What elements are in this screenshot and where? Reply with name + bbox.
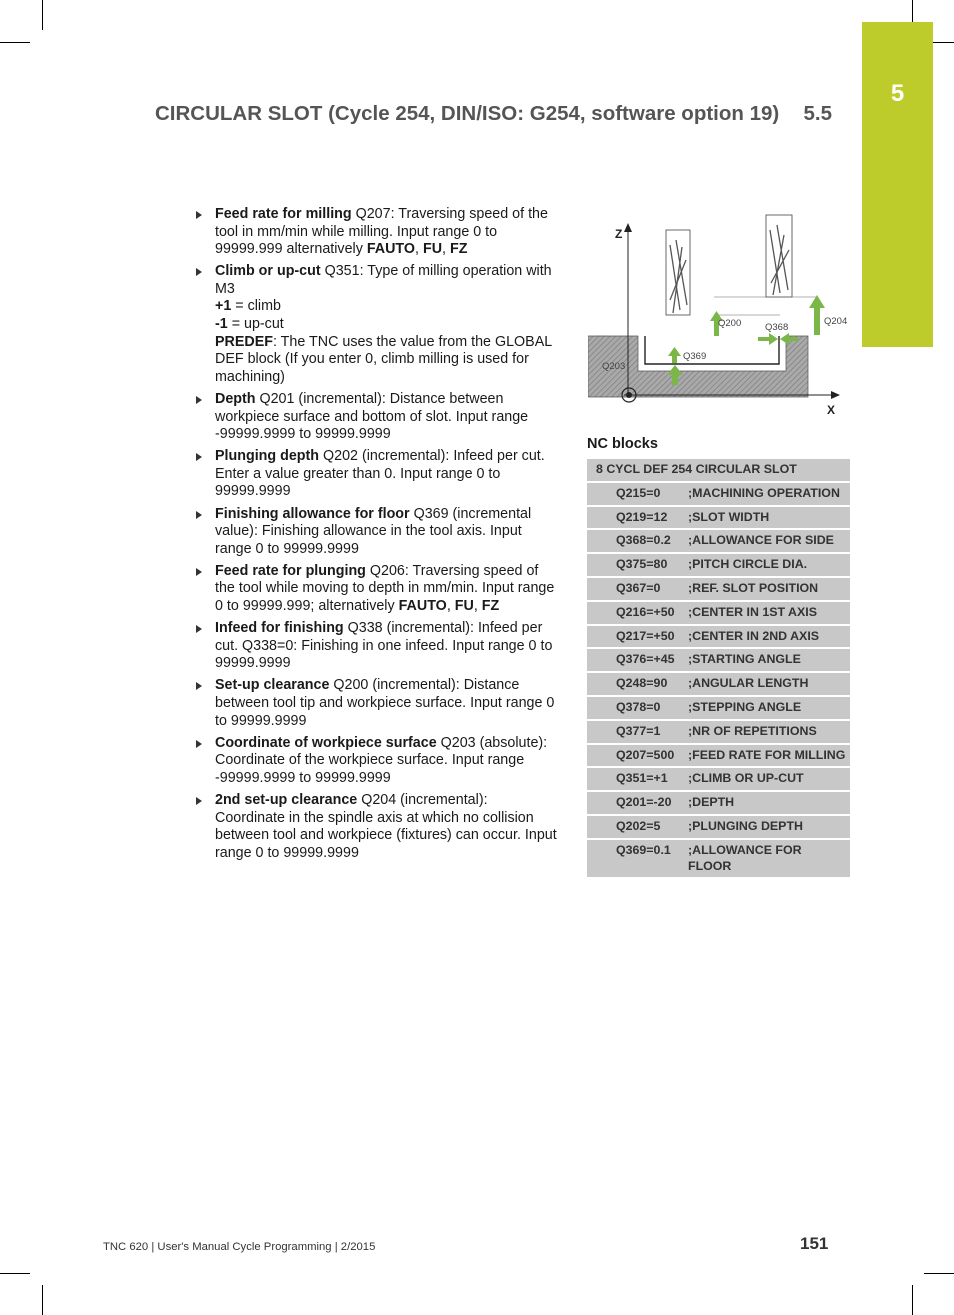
- nc-table-body: [587, 459, 850, 878]
- origin-dot: [626, 392, 632, 398]
- nc-code: Q207=500: [587, 744, 682, 768]
- list-item: [193, 263, 559, 386]
- separator: ,: [442, 241, 450, 258]
- list-item: [193, 448, 559, 501]
- separator: ,: [446, 597, 455, 614]
- q203-arrow-head: [667, 365, 683, 375]
- nc-comment: ;STEPPING ANGLE: [682, 696, 850, 720]
- option-line: [215, 334, 559, 387]
- chapter-number: 5: [890, 80, 905, 107]
- nc-comment: ;MACHINING OPERATION: [682, 482, 850, 506]
- bullet-arrow-icon: [196, 396, 202, 404]
- footer-text: TNC 620 | User's Manual Cycle Programming | 2/2015: [103, 1241, 376, 1253]
- nc-code: Q216=+50: [587, 601, 682, 625]
- slot-diagram: [588, 205, 853, 420]
- parameter-list: [193, 206, 559, 867]
- table-row: [587, 672, 850, 696]
- crop-mark: [912, 1285, 913, 1315]
- param-name: Finishing allowance for floor: [215, 505, 410, 522]
- table-row: [587, 506, 850, 530]
- list-item: [193, 792, 559, 862]
- table-row: [587, 529, 850, 553]
- bullet-arrow-icon: [196, 511, 202, 519]
- table-row: [587, 459, 850, 482]
- header-title: CIRCULAR SLOT (Cycle 254, DIN/ISO: G254, software option 19): [155, 102, 780, 125]
- table-row: [587, 696, 850, 720]
- nc-code: Q369=0.1: [587, 839, 682, 879]
- nc-comment: ;REF. SLOT POSITION: [682, 577, 850, 601]
- separator: ,: [415, 241, 423, 258]
- q200-label: Q200: [718, 318, 742, 329]
- nc-comment: ;PLUNGING DEPTH: [682, 815, 850, 839]
- param-name: Infeed for finishing: [215, 620, 344, 637]
- nc-code: Q377=1: [587, 720, 682, 744]
- table-row: [587, 553, 850, 577]
- nc-comment: ;DEPTH: [682, 791, 850, 815]
- nc-code: Q375=80: [587, 553, 682, 577]
- page-header: [155, 102, 832, 126]
- nc-code: Q215=0: [587, 482, 682, 506]
- q204-label: Q204: [824, 316, 848, 327]
- table-row: [587, 720, 850, 744]
- param-name: Feed rate for plunging: [215, 562, 366, 579]
- nc-comment: ;CENTER IN 1ST AXIS: [682, 601, 850, 625]
- table-row: [587, 744, 850, 768]
- q368-arrow-head: [780, 333, 789, 345]
- q368-arrow-head: [769, 333, 778, 345]
- nc-code: Q351=+1: [587, 767, 682, 791]
- q204-arrow-icon: [814, 307, 820, 335]
- nc-first-line: 8 CYCL DEF 254 CIRCULAR SLOT: [587, 459, 850, 482]
- param-desc: Q338 (incremental): Infeed per cut. Q338=0: Finishing in one infeed. Input range 0 to 99999.9999: [215, 620, 553, 672]
- nc-comment: ;ALLOWANCE FOR SIDE: [682, 529, 850, 553]
- crop-mark: [0, 1273, 30, 1274]
- nc-code: Q368=0.2: [587, 529, 682, 553]
- nc-comment: ;ALLOWANCE FOR FLOOR: [682, 839, 850, 879]
- header-section: 5.5: [803, 102, 832, 125]
- bullet-arrow-icon: [196, 797, 202, 805]
- list-item: [193, 620, 559, 673]
- z-axis-label: Z: [615, 227, 623, 241]
- param-option: FU: [422, 241, 443, 258]
- bullet-arrow-icon: [196, 453, 202, 461]
- nc-comment: ;CENTER IN 2ND AXIS: [682, 625, 850, 649]
- nc-blocks-table: [587, 459, 850, 879]
- param-name: Set-up clearance: [215, 677, 330, 694]
- nc-comment: ;CLIMB OR UP-CUT: [682, 767, 850, 791]
- list-item: [193, 206, 559, 259]
- param-option: FZ: [450, 241, 468, 258]
- param-desc: Q203 (absolute): Coordinate of the workpiece surface. Input range -99999.9999 to 99999.9999: [215, 734, 548, 786]
- nc-comment: ;SLOT WIDTH: [682, 506, 850, 530]
- x-axis-label: X: [827, 403, 836, 417]
- list-item: [193, 391, 559, 444]
- param-name: Climb or up-cut: [215, 263, 321, 280]
- param-desc: Q201 (incremental): Distance between workpiece surface and bottom of slot. Input range -99999.9999 to 99999.9999: [215, 390, 529, 443]
- bullet-arrow-icon: [196, 625, 202, 633]
- table-row: [587, 839, 850, 879]
- bullet-arrow-icon: [196, 740, 202, 748]
- nc-code: Q376=+45: [587, 648, 682, 672]
- table-row: [587, 767, 850, 791]
- crop-mark: [42, 1285, 43, 1315]
- option-value: PREDEF: [215, 333, 273, 350]
- nc-code: Q367=0: [587, 577, 682, 601]
- param-desc: Q204 (incremental): Coordinate in the spindle axis at which no collision between tool and workpiece (fixtures) can occur. Input range 0 to 99999.9999: [215, 791, 557, 861]
- param-name: Depth: [215, 390, 256, 407]
- param-option: FZ: [481, 597, 500, 614]
- list-item: [193, 506, 559, 559]
- param-name: Feed rate for milling: [215, 206, 352, 222]
- bullet-arrow-icon: [196, 211, 202, 219]
- nc-code: Q217=+50: [587, 625, 682, 649]
- bullet-arrow-icon: [196, 268, 202, 276]
- nc-code: Q378=0: [587, 696, 682, 720]
- x-arrow-icon: [831, 391, 840, 399]
- chapter-tab: [862, 22, 933, 347]
- nc-code: Q248=90: [587, 672, 682, 696]
- nc-comment: ;STARTING ANGLE: [682, 648, 850, 672]
- option-value: +1: [215, 298, 232, 315]
- nc-blocks-title: NC blocks: [587, 436, 658, 452]
- option-line: [215, 316, 559, 334]
- option-desc: = climb: [231, 298, 281, 315]
- param-desc: Q200 (incremental): Distance between tool tip and workpiece surface. Input range 0 to 99999.9999: [215, 677, 555, 729]
- nc-code: Q202=5: [587, 815, 682, 839]
- param-desc: Q202 (incremental): Infeed per cut. Enter a value greater than 0. Input range 0 to 99999.9999: [215, 448, 545, 500]
- param-option: FU: [454, 597, 474, 614]
- list-item: [193, 677, 559, 730]
- table-row: [587, 648, 850, 672]
- table-row: [587, 791, 850, 815]
- q368-label: Q368: [765, 322, 789, 333]
- param-name: Plunging depth: [215, 448, 320, 465]
- crop-mark: [42, 0, 43, 30]
- table-row: [587, 482, 850, 506]
- option-desc: = up-cut: [227, 316, 284, 333]
- table-row: [587, 625, 850, 649]
- table-row: [587, 601, 850, 625]
- option-line: [215, 298, 559, 316]
- option-desc: : The TNC uses the value from the GLOBAL DEF block (If you enter 0, climb milling is used for machining): [215, 333, 552, 385]
- bullet-arrow-icon: [196, 682, 202, 690]
- nc-code: Q219=12: [587, 506, 682, 530]
- param-name: 2nd set-up clearance: [215, 791, 358, 808]
- param-desc: Q351: Type of milling operation with M3: [215, 263, 552, 297]
- param-name: Coordinate of workpiece surface: [215, 734, 437, 751]
- param-desc: Q369 (incremental value): Finishing allowance in the tool axis. Input range 0 to 99999.9999: [215, 505, 532, 557]
- table-row: [587, 815, 850, 839]
- q203-label: Q203: [602, 361, 626, 372]
- q369-label: Q369: [683, 351, 707, 362]
- bullet-arrow-icon: [196, 568, 202, 576]
- param-option: FAUTO: [366, 241, 416, 258]
- crop-mark: [0, 42, 30, 43]
- q369-arrow-head: [668, 347, 681, 356]
- option-value: -1: [215, 316, 228, 333]
- page-number: 151: [800, 1234, 829, 1253]
- param-option: FAUTO: [398, 597, 447, 614]
- param-desc: Q206: Traversing speed of the tool while moving to depth in mm/min. Input range 0 to 99999.999; alternatively: [215, 562, 555, 614]
- list-item: [193, 563, 559, 616]
- nc-comment: ;PITCH CIRCLE DIA.: [682, 553, 850, 577]
- list-item: [193, 735, 559, 788]
- nc-comment: ;ANGULAR LENGTH: [682, 672, 850, 696]
- nc-comment: ;NR OF REPETITIONS: [682, 720, 850, 744]
- nc-comment: ;FEED RATE FOR MILLING: [682, 744, 850, 768]
- nc-code: Q201=-20: [587, 791, 682, 815]
- param-desc: Q207: Traversing speed of the tool in mm/min while milling. Input range 0 to 99999.999 alternatively: [215, 206, 548, 258]
- separator: ,: [473, 597, 482, 614]
- z-arrow-icon: [624, 223, 632, 232]
- crop-mark: [924, 1273, 954, 1274]
- table-row: [587, 577, 850, 601]
